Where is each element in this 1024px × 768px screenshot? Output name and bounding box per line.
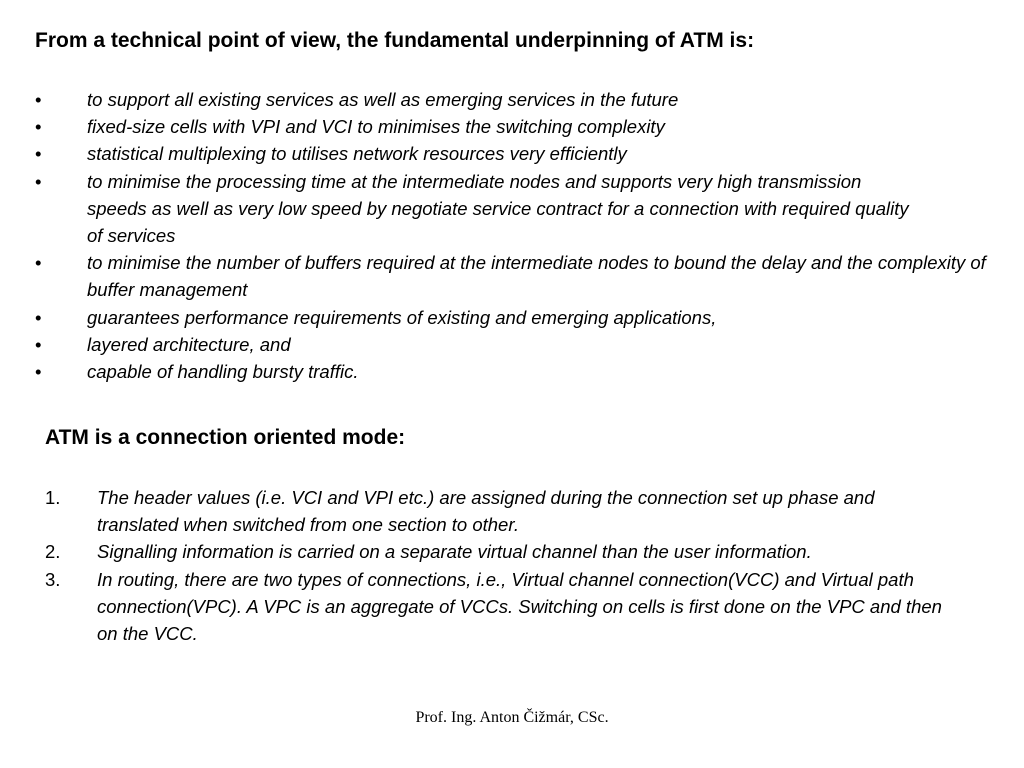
bullet-item bbox=[35, 140, 977, 167]
item-number: 1. bbox=[45, 487, 61, 508]
bullet-marker: • bbox=[35, 333, 42, 355]
bullet-item-text: layered architecture, and bbox=[87, 333, 291, 355]
item-number: 2. bbox=[45, 541, 61, 563]
bullet-marker: • bbox=[35, 143, 42, 165]
atm-fundamentals-list bbox=[35, 86, 995, 385]
bullet-item bbox=[35, 113, 977, 140]
item-number: 3. bbox=[45, 568, 61, 590]
numbered-item bbox=[45, 484, 917, 538]
bullet-item-text: to minimise the number of buffers required at the intermediate nodes to bound the delay and the complexity of buffer management bbox=[87, 252, 986, 301]
bullet-item-text: to minimise the processing time at the intermediate nodes and supports very high transmission speeds as well as very low speed by negotiate service contract for a connection with required quality of services bbox=[87, 170, 909, 247]
bullet-marker: • bbox=[35, 361, 42, 383]
bullet-item bbox=[35, 168, 917, 250]
bullet-item bbox=[35, 304, 977, 331]
bullet-item bbox=[35, 86, 977, 113]
numbered-item bbox=[45, 538, 917, 565]
bullet-item-text: statistical multiplexing to utilises network resources very efficiently bbox=[87, 143, 627, 165]
numbered-item bbox=[45, 566, 942, 648]
bullet-marker: • bbox=[35, 89, 42, 110]
connection-oriented-list bbox=[45, 484, 985, 647]
bullet-item-text: capable of handling bursty traffic. bbox=[87, 361, 359, 383]
bullet-item-text: fixed-size cells with VPI and VCI to minimises the switching complexity bbox=[87, 116, 665, 138]
author-footer: Prof. Ing. Anton Čižmár, CSc. bbox=[415, 709, 609, 726]
numbered-item-text: The header values (i.e. VCI and VPI etc.) are assigned during the connection set up phase and translated when switched from one section to other. bbox=[97, 487, 875, 536]
connection-oriented-section bbox=[45, 424, 985, 647]
atm-fundamentals-heading: From a technical point of view, the fundamental underpinning of ATM is: bbox=[35, 29, 755, 52]
bullet-item-text: guarantees performance requirements of existing and emerging applications, bbox=[87, 306, 717, 328]
connection-oriented-heading: ATM is a connection oriented mode: bbox=[45, 426, 406, 449]
numbered-item-text: Signalling information is carried on a separate virtual channel than the user information. bbox=[97, 541, 812, 563]
bullet-item-text: to support all existing services as well as emerging services in the future bbox=[87, 89, 679, 110]
bullet-item bbox=[35, 249, 987, 303]
atm-fundamentals-section bbox=[35, 27, 995, 385]
bullet-item bbox=[35, 358, 977, 385]
bullet-marker: • bbox=[35, 170, 42, 192]
numbered-item-text: In routing, there are two types of connections, i.e., Virtual channel connection(VCC) and Virtual path connection(VPC). A VPC is an aggregate of VCCs. Switching on cells is first done on the VPC and then on the VCC. bbox=[97, 568, 942, 645]
bullet-item bbox=[35, 331, 977, 358]
bullet-marker: • bbox=[35, 252, 42, 274]
bullet-marker: • bbox=[35, 116, 42, 138]
bullet-marker: • bbox=[35, 306, 42, 328]
